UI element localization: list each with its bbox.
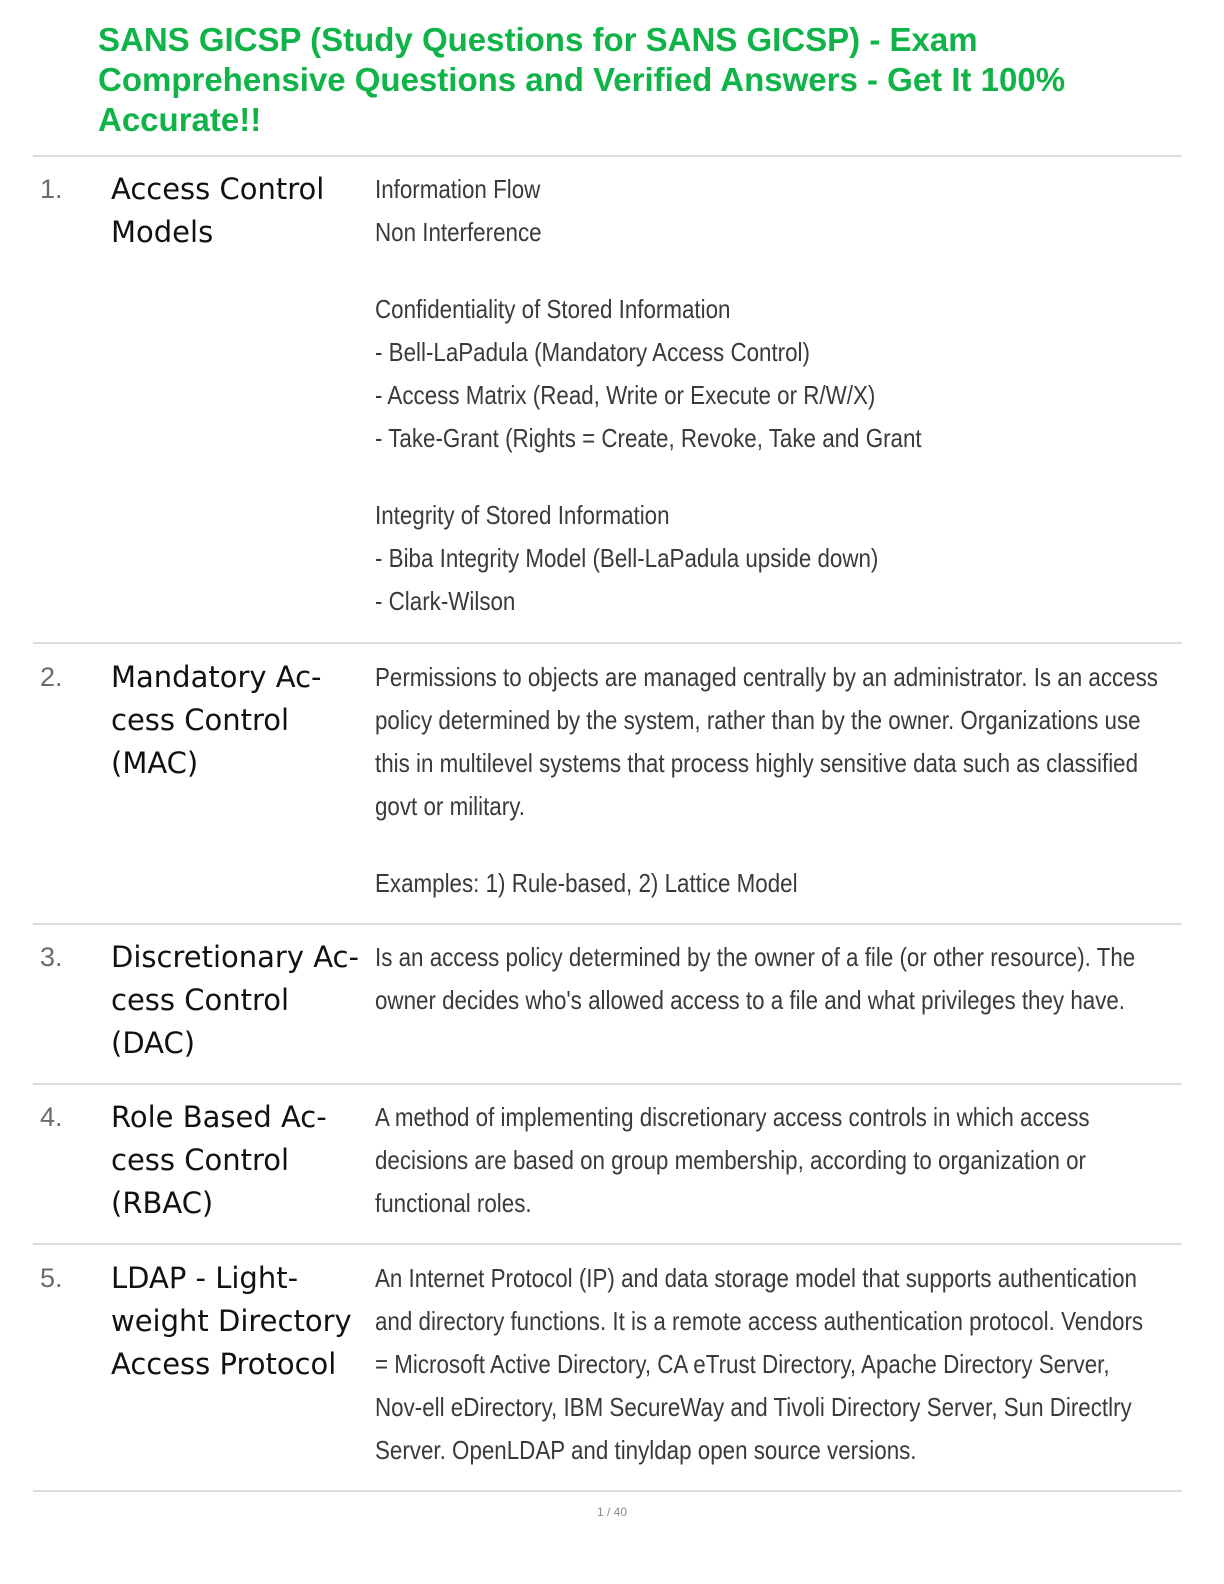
item-number: 1. <box>40 174 63 204</box>
item-term: Access Control Models <box>111 172 325 249</box>
definition-paragraph: An Internet Protocol (IP) and data storage model that supports authentication and directory functions. It is a remote access authentication protocol. Vendors = Microsoft Active Directory, CA eTrust Directory, Apache Directory Server, Nov-ell eDirectory, IBM SecureWay and Tivoli Directory Server, Sun Directlry Server. OpenLDAP and tinyldap open source versions. <box>375 1263 1144 1465</box>
item-term: Mandatory Ac-cess Control (MAC) <box>111 660 322 780</box>
page-number: 1 / 40 <box>596 1505 628 1519</box>
definition-paragraph: Examples: 1) Rule-based, 2) Lattice Model <box>375 868 798 898</box>
divider <box>33 155 1182 157</box>
definition-paragraph: A method of implementing discretionary access controls in which access decisions are based on group membership, according to organization or functional roles. <box>375 1102 1090 1218</box>
item-definition <box>375 168 1175 623</box>
item-number: 2. <box>40 662 63 692</box>
divider <box>33 1083 1182 1085</box>
item-definition <box>375 656 1162 905</box>
item-number: 4. <box>40 1102 63 1132</box>
divider <box>33 923 1182 925</box>
definition-paragraph: Permissions to objects are managed centrally by an administrator. Is an access policy determined by the system, rather than by the owner. Organizations use this in multilevel systems that process highly sensitive data such as classified govt or military. <box>375 662 1158 821</box>
item-number: 5. <box>40 1263 63 1293</box>
item-definition <box>375 1096 1162 1225</box>
item-term: Role Based Ac-cess Control (RBAC) <box>111 1100 327 1220</box>
item-definition <box>375 936 1162 1022</box>
divider <box>33 1243 1182 1245</box>
divider <box>33 1490 1182 1492</box>
definition-paragraph: Information Flow Non Interference <box>375 174 542 247</box>
document-title: SANS GICSP (Study Questions for SANS GICSP) - Exam Comprehensive Questions and Verified Answers - Get It 100% Accurate!! <box>98 21 1066 138</box>
item-term: LDAP - Light-weight Directory Access Protocol <box>111 1261 352 1381</box>
item-term: Discretionary Ac-cess Control (DAC) <box>111 940 359 1060</box>
item-definition <box>375 1257 1149 1472</box>
item-number: 3. <box>40 942 63 972</box>
definition-paragraph: Confidentiality of Stored Information - Bell-LaPadula (Mandatory Access Control) - Access Matrix (Read, Write or Execute or R/W/X) - Take-Grant (Rights = Create, Revoke, Take and Grant <box>375 294 922 453</box>
definition-paragraph: Integrity of Stored Information - Biba Integrity Model (Bell-LaPadula upside down) - Clark-Wilson <box>375 500 879 616</box>
definition-paragraph: Is an access policy determined by the owner of a file (or other resource). The owner decides who's allowed access to a file and what privileges they have. <box>375 942 1136 1015</box>
divider <box>33 642 1182 644</box>
